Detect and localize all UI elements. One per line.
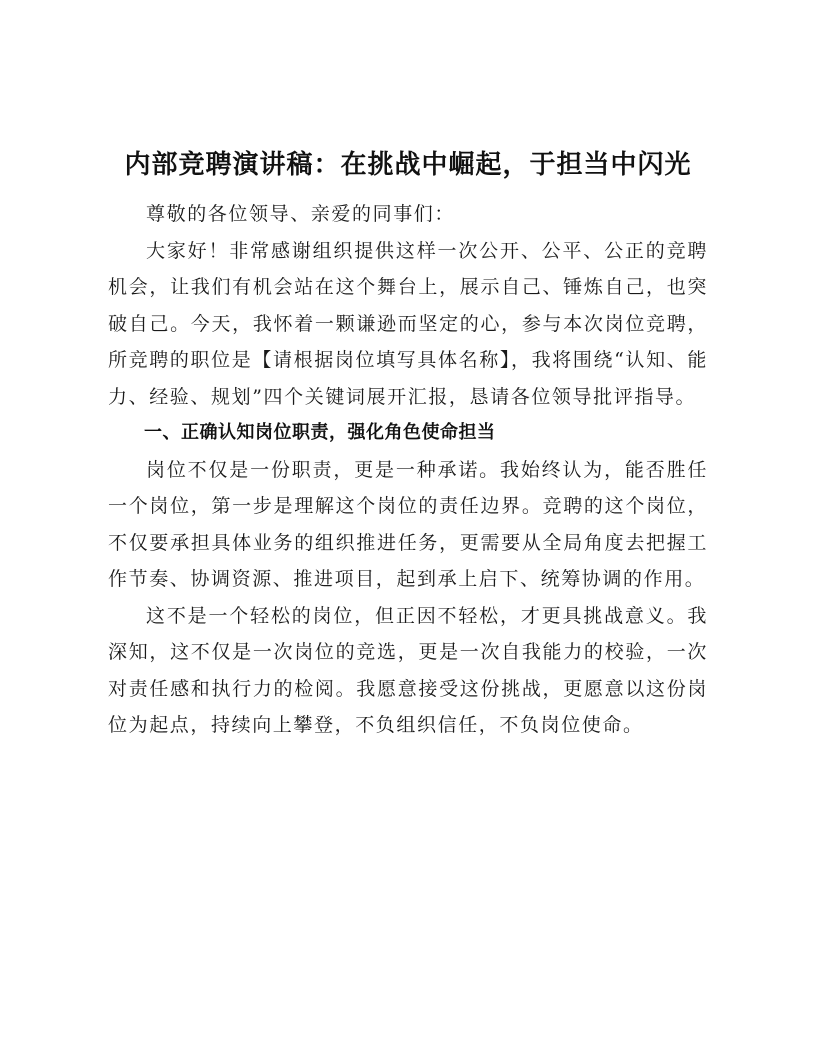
document-title: 内部竞聘演讲稿：在挑战中崛起，于担当中闪光	[124, 150, 692, 180]
document-body	[108, 142, 708, 744]
section-paragraph: 这不是一个轻松的岗位，但正因不轻松，才更具挑战意义。我深知，这不仅是一次岗位的竞选，更是一次自我能力的校验，一次对责任感和执行力的检阅。我愿意接受这份挑战，更愿意以这份岗位为起点，持续向上攀登，不负组织信任，不负岗位使命。	[108, 604, 708, 736]
intro-paragraph: 大家好！非常感谢组织提供这样一次公开、公平、公正的竞聘机会，让我们有机会站在这个舞台上，展示自己、锤炼自己，也突破自己。今天，我怀着一颗谦逊而坚定的心，参与本次岗位竞聘，所竞聘的职位是【请根据岗位填写具体名称】，我将围绕“认知、能力、经验、规划”四个关键词展开汇报，恳请各位领导批评指导。	[108, 239, 708, 408]
section-heading: 一、正确认知岗位职责，强化角色使命担当	[144, 422, 496, 443]
section-paragraph: 岗位不仅是一份职责，更是一种承诺。我始终认为，能否胜任一个岗位，第一步是理解这个岗位的责任边界。竞聘的这个岗位，不仅要承担具体业务的组织推进任务，更需要从全局角度去把握工作节奏、协调资源、推进项目，起到承上启下、统筹协调的作用。	[108, 458, 708, 590]
greeting-paragraph: 尊敬的各位领导、亲爱的同事们：	[146, 203, 456, 225]
